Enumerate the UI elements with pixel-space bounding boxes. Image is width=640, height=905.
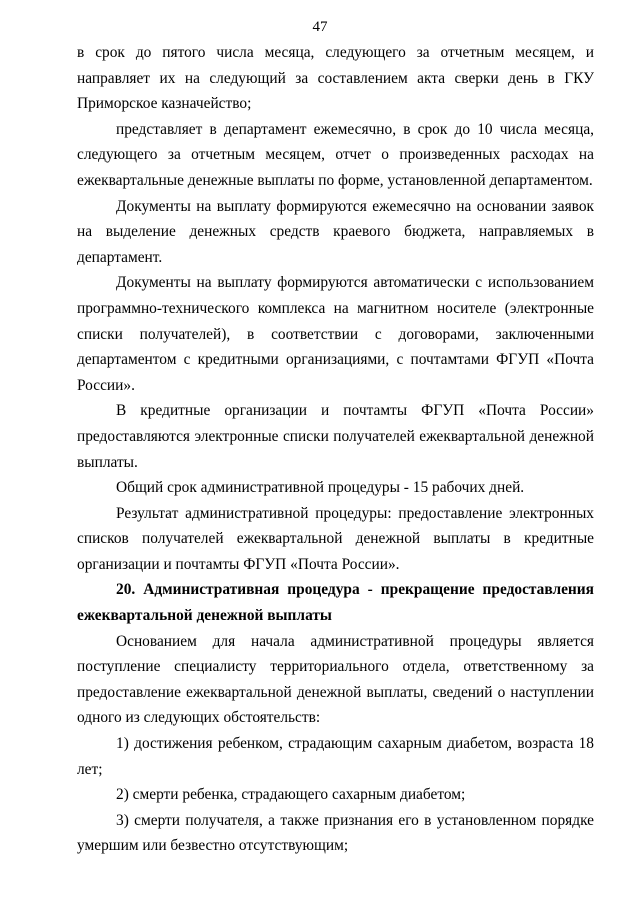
paragraph-electronic-lists: В кредитные организации и почтамты ФГУП «Почта России» предоставляются электронные списки получателей ежеквартальной денежной выплаты. xyxy=(77,402,594,471)
paragraph-procedure-term: Общий срок административной процедуры - 15 рабочих дней. xyxy=(116,479,525,497)
paragraph-monthly-documents: Документы на выплату формируются ежемесячно на основании заявок на выделение денежных средств краевого бюджета, направляемых в департамент. xyxy=(77,197,594,266)
paragraph-procedure-result: Результат административной процедуры: предоставление электронных списков получателей ежеквартальной денежной выплаты в кредитные организации и почтамты ФГУП «Почта России». xyxy=(77,504,594,573)
section-heading-20: 20. Административная процедура - прекращение предоставления ежеквартальной денежной выплаты xyxy=(77,581,594,625)
paragraph-report: представляет в департамент ежемесячно, в срок до 10 числа месяца, следующего за отчетным месяцем, отчет о произведенных расходах на ежеквартальные денежные выплаты по форме, установленной департаментом. xyxy=(77,120,594,189)
document-body xyxy=(77,40,594,859)
list-item-2: 2) смерти ребенка, страдающего сахарным диабетом; xyxy=(116,786,466,804)
list-item-3: 3) смерти получателя, а также признания его в установленном порядке умершим или безвестно отсутствующим; xyxy=(77,811,594,855)
page-number: 47 xyxy=(312,19,328,35)
list-item-1: 1) достижения ребенком, страдающим сахарным диабетом, возраста 18 лет; xyxy=(77,735,594,778)
paragraph-continuation: в срок до пятого числа месяца, следующего за отчетным месяцем, и направляет их на следующий за составлением акта сверки день в ГКУ Приморское казначейство; xyxy=(77,44,594,113)
paragraph-automatic-documents: Документы на выплату формируются автоматически с использованием программно-технического комплекса на магнитном носителе (электронные списки получателей), в соответствии с договорами, заключенными департаментом с кредитными организациями, с почтамтами ФГУП «Почта России». xyxy=(77,274,594,394)
paragraph-grounds: Основанием для начала административной процедуры является поступление специалисту территориального отдела, ответственному за предоставление ежеквартальной денежной выплаты, сведений о наступлении одного из следующих обстоятельств: xyxy=(77,632,594,727)
